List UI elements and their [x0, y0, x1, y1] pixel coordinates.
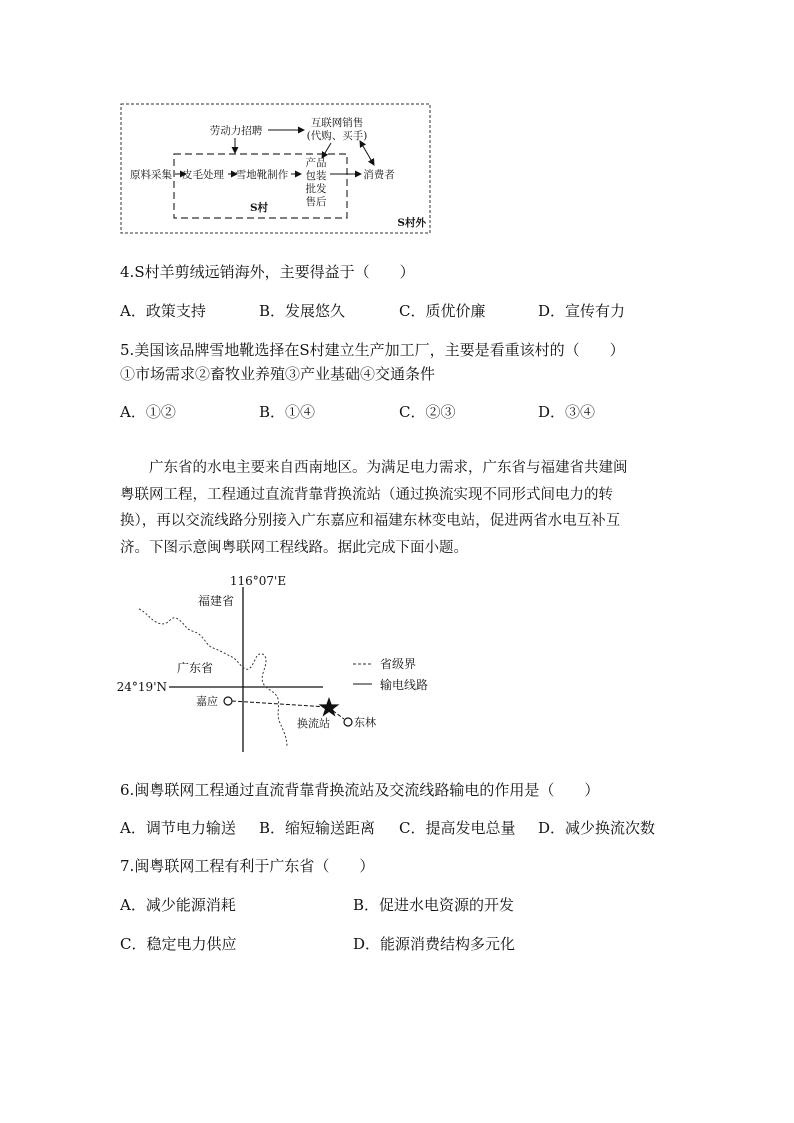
passage-line-2: 粤联网工程，工程通过直流背靠背换流站（通过换流实现不同形式间电力的转: [120, 486, 613, 503]
question-5-stem: 美国该品牌雪地靴选择在S村建立生产加工厂，主要是看重该村的（ ）: [134, 341, 625, 359]
node-raw: 原料采集: [130, 169, 172, 181]
q6-option-c[interactable]: C．提高发电总量: [399, 819, 516, 837]
q4-option-d[interactable]: D．宣传有力: [538, 302, 626, 320]
power-grid-map: [0, 565, 794, 765]
question-4: [120, 262, 415, 282]
donglin-label: 东林: [354, 716, 376, 729]
guangdong-label: 广东省: [177, 661, 214, 675]
node-product-1: 产品: [305, 157, 327, 169]
question-5: [120, 340, 625, 360]
node-internet-sub: (代购、买手): [306, 130, 368, 142]
latitude-label: 24°19'N: [116, 680, 167, 694]
node-wool: 皮毛处理: [182, 169, 224, 181]
q6-option-b[interactable]: B．缩短输送距离: [259, 819, 376, 837]
question-7-number: 7.: [120, 857, 135, 875]
passage-line-3: 换），再以交流线路分别接入广东嘉应和福建东林变电站，促进两省水电互补互: [120, 513, 621, 529]
industry-flow-diagram: [0, 0, 794, 240]
node-internet: 互联网销售: [310, 117, 364, 129]
q7-option-d[interactable]: D．能源消费结构多元化: [353, 935, 516, 953]
label-s-village: S村: [249, 202, 269, 214]
donglin-station-icon: [344, 718, 352, 726]
passage-line-1: 广东省的水电主要来自西南地区。为满足电力需求，广东省与福建省共建闽: [149, 460, 628, 476]
q7-option-b[interactable]: B．促进水电资源的开发: [353, 896, 515, 914]
q6-option-a[interactable]: A．调节电力输送: [120, 819, 236, 837]
question-6-stem: 闽粤联网工程通过直流背靠背换流站及交流线路输电的作用是（ ）: [134, 781, 600, 799]
node-product-4: 售后: [305, 196, 327, 208]
legend-line-label: 输电线路: [380, 678, 429, 692]
question-5-choices: ①市场需求②畜牧业养殖③产业基础④交通条件: [120, 365, 436, 383]
node-labor: 劳动力招聘: [209, 125, 263, 137]
provincial-border: [139, 609, 287, 747]
arrow-internet-to-product: [322, 143, 331, 158]
converter-label: 换流站: [297, 717, 330, 730]
arrow-internet-consumer: [360, 141, 374, 165]
question-4-stem: S村羊剪绒远销海外，主要得益于（ ）: [134, 263, 415, 281]
transmission-line-west: [232, 701, 328, 707]
fujian-label: 福建省: [198, 594, 235, 608]
passage-line-4: 济。下图示意闽粤联网工程线路。据此完成下面小题。: [120, 539, 468, 556]
node-product-3: 批发: [305, 183, 327, 195]
question-6-number: 6.: [120, 781, 135, 799]
q6-option-d[interactable]: D．减少换流次数: [538, 819, 656, 837]
q7-option-c[interactable]: C．稳定电力供应: [120, 935, 237, 953]
converter-station-star-icon: [319, 697, 340, 717]
q5-option-d[interactable]: D．③④: [538, 403, 596, 421]
question-7: [120, 856, 374, 876]
q7-option-a[interactable]: A．减少能源消耗: [120, 896, 236, 914]
question-7-stem: 闽粤联网工程有利于广东省（ ）: [134, 857, 375, 875]
label-outside-s-village: S村外: [397, 217, 426, 229]
question-5-number: 5.: [120, 341, 135, 359]
q4-option-c[interactable]: C．质优价廉: [399, 302, 486, 320]
node-consumer: 消费者: [363, 169, 395, 181]
question-6: [120, 780, 599, 800]
q5-option-b[interactable]: B．①④: [259, 403, 316, 421]
legend-border-label: 省级界: [380, 657, 417, 671]
q4-option-b[interactable]: B．发展悠久: [259, 302, 346, 320]
question-4-number: 4.: [120, 263, 135, 281]
q5-option-c[interactable]: C．②③: [399, 403, 456, 421]
reading-passage: [120, 455, 680, 561]
node-product-2: 包装: [305, 170, 327, 182]
longitude-label: 116°07'E: [229, 574, 287, 588]
q5-option-a[interactable]: A．①②: [120, 403, 176, 421]
q4-option-a[interactable]: A．政策支持: [120, 302, 206, 320]
node-boots: 雪地靴制作: [235, 169, 289, 181]
jiaying-label: 嘉应: [196, 695, 218, 708]
jiaying-station-icon: [224, 697, 232, 705]
